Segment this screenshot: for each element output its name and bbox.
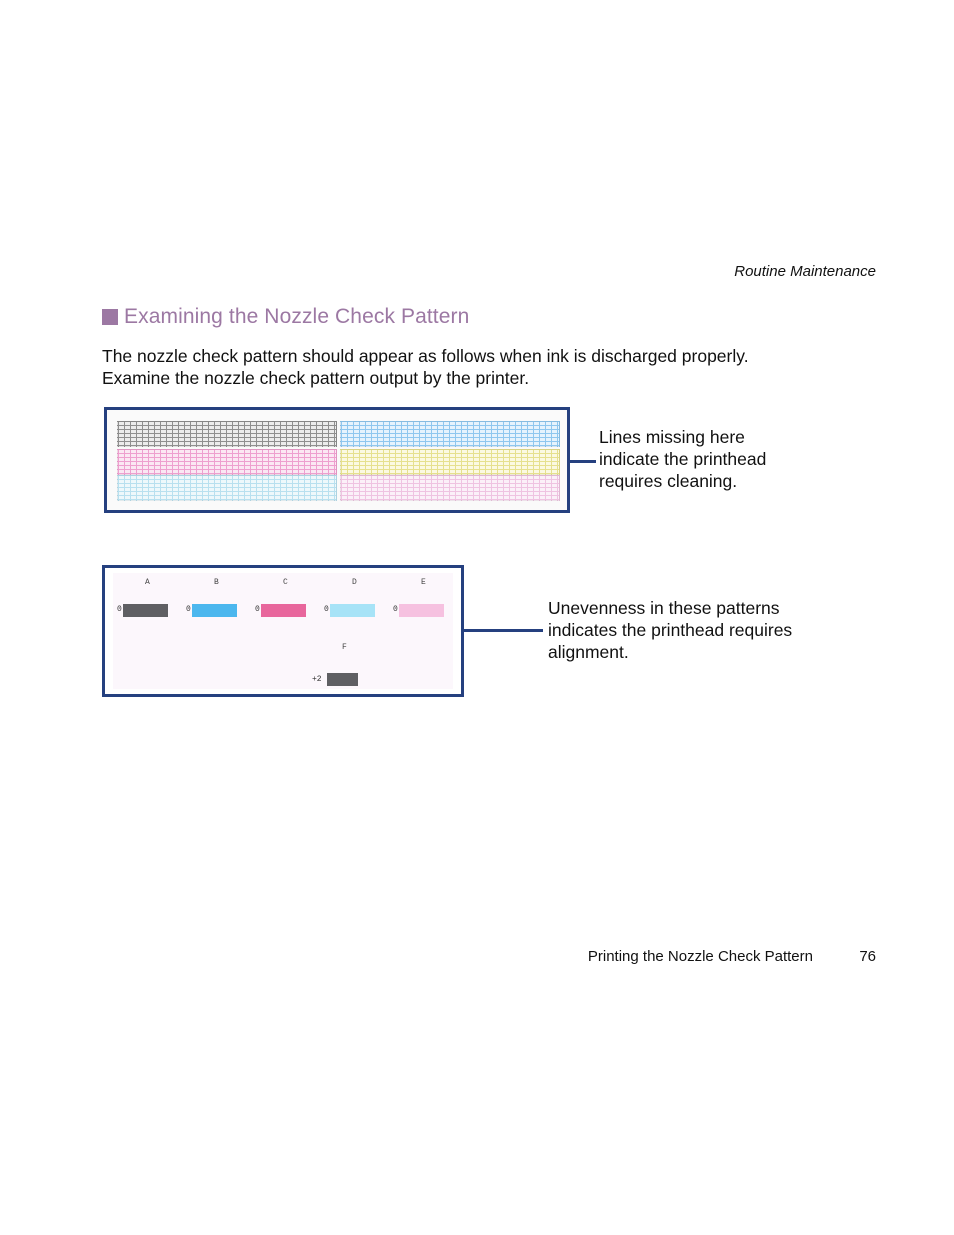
alignment-letter-a: A xyxy=(145,578,150,587)
alignment-value-f: +2 xyxy=(312,675,322,684)
alignment-letter-e: E xyxy=(421,578,426,587)
running-header: Routine Maintenance xyxy=(734,263,876,280)
alignment-value-c: 0 xyxy=(255,605,260,614)
alignment-bar-d xyxy=(330,604,375,617)
alignment-pattern-figure xyxy=(102,565,464,697)
nozzle-block-yellow xyxy=(340,449,560,475)
cleaning-callout-line-2: indicate the printhead xyxy=(599,449,767,469)
alignment-letter-c: C xyxy=(283,578,288,587)
nozzle-block-light-magenta xyxy=(340,475,560,501)
alignment-letter-f: F xyxy=(342,643,347,652)
heading-square-icon xyxy=(102,309,118,325)
alignment-callout-line-1: Unevenness in these patterns xyxy=(548,598,780,618)
alignment-value-a: 0 xyxy=(117,605,122,614)
cleaning-callout-line-1: Lines missing here xyxy=(599,427,745,447)
alignment-value-b: 0 xyxy=(186,605,191,614)
alignment-callout-connector xyxy=(463,629,543,632)
section-title: Examining the Nozzle Check Pattern xyxy=(124,305,470,328)
nozzle-block-magenta xyxy=(117,449,337,475)
section-heading xyxy=(102,305,469,329)
alignment-bar-f xyxy=(327,673,358,686)
alignment-callout-line-2: indicates the printhead requires xyxy=(548,620,793,640)
cleaning-callout-line-3: requires cleaning. xyxy=(599,471,738,491)
nozzle-pattern-figure xyxy=(104,407,570,513)
alignment-bar-e xyxy=(399,604,444,617)
nozzle-block-black xyxy=(117,421,337,447)
alignment-value-d: 0 xyxy=(324,605,329,614)
nozzle-pattern-grid xyxy=(107,410,567,510)
alignment-value-e: 0 xyxy=(393,605,398,614)
cleaning-callout xyxy=(599,426,859,492)
alignment-letter-b: B xyxy=(214,578,219,587)
nozzle-block-light-cyan xyxy=(117,475,337,501)
cleaning-callout-connector xyxy=(569,460,596,463)
alignment-pattern xyxy=(113,573,453,689)
intro-line-1: The nozzle check pattern should appear as follows when ink is discharged properly. xyxy=(102,346,749,366)
alignment-bar-c xyxy=(261,604,306,617)
alignment-bar-b xyxy=(192,604,237,617)
intro-line-2: Examine the nozzle check pattern output by the printer. xyxy=(102,368,530,388)
alignment-letter-d: D xyxy=(352,578,357,587)
nozzle-block-cyan xyxy=(340,421,560,447)
alignment-callout xyxy=(548,597,848,663)
alignment-callout-line-3: alignment. xyxy=(548,642,629,662)
footer-title: Printing the Nozzle Check Pattern xyxy=(587,948,813,965)
alignment-bar-a xyxy=(123,604,168,617)
page-number: 76 xyxy=(859,948,876,965)
intro-paragraph xyxy=(102,345,842,389)
